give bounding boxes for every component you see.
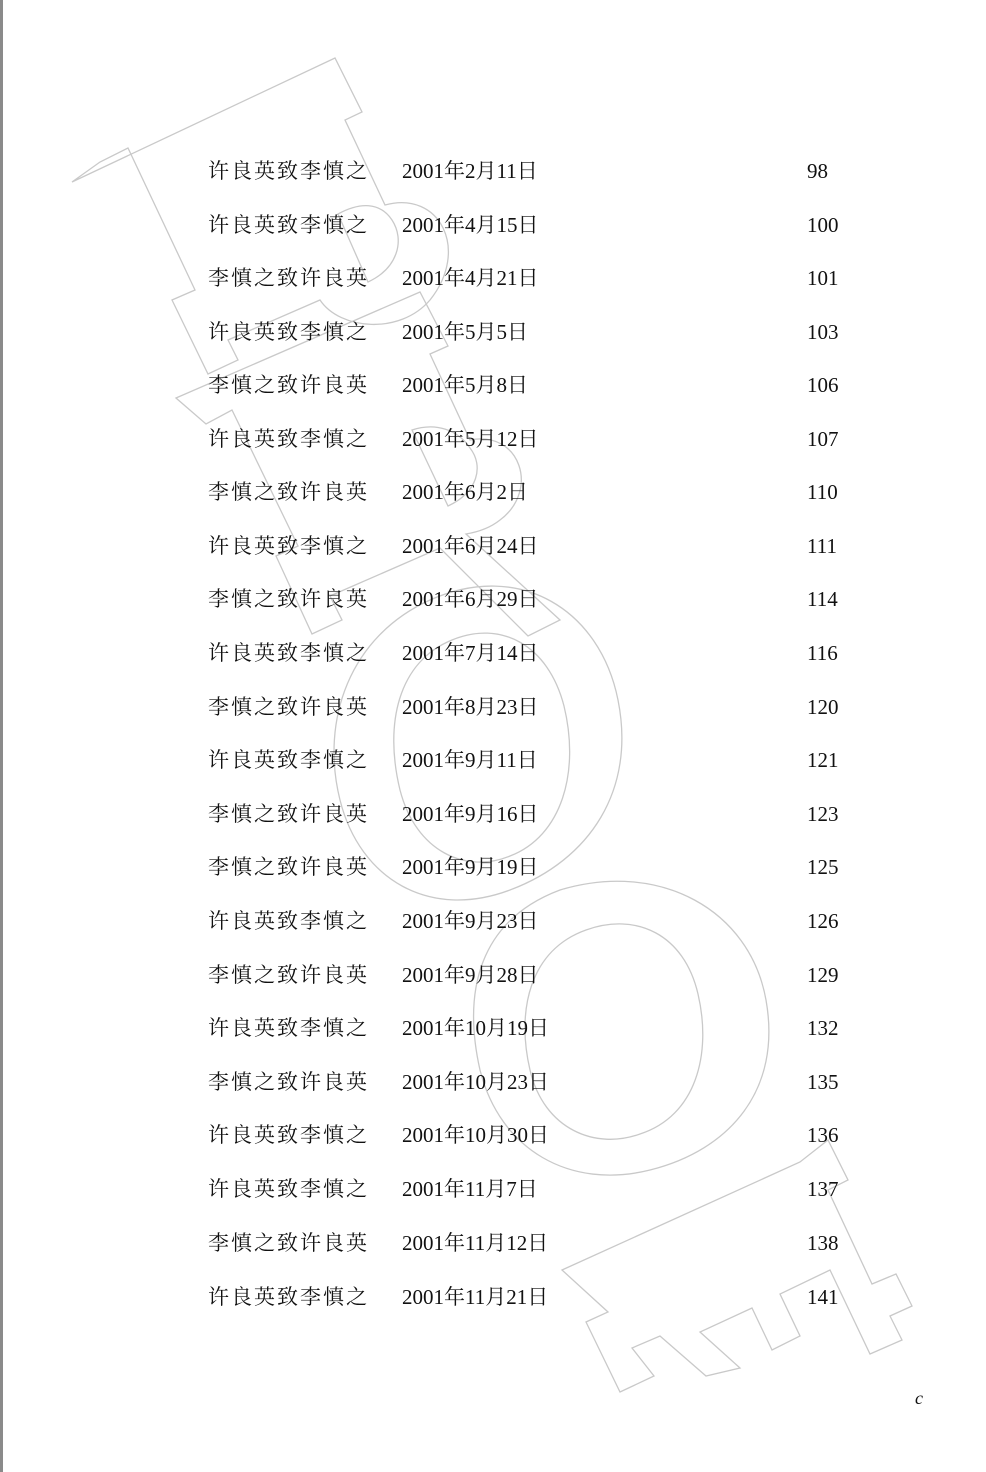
entry-date: 2001年6月2日: [402, 480, 528, 504]
toc-entry: [0, 1223, 986, 1263]
entry-page-number: 103: [807, 320, 839, 344]
toc-entry: [0, 955, 986, 995]
toc-entry: [0, 901, 986, 941]
toc-entry: [0, 740, 986, 780]
toc-entry: [0, 1062, 986, 1102]
entry-page-number: 125: [807, 855, 839, 879]
entry-correspondents: 许良英致李慎之: [208, 159, 369, 183]
toc-entry: [0, 1169, 986, 1209]
toc-entry: [0, 1008, 986, 1048]
entry-correspondents: 许良英致李慎之: [208, 1285, 369, 1309]
entry-page-number: 100: [807, 213, 839, 237]
entry-date: 2001年4月15日: [402, 213, 539, 237]
entry-correspondents: 李慎之致许良英: [208, 1070, 369, 1094]
entry-correspondents: 李慎之致许良英: [208, 802, 369, 826]
entry-page-number: 141: [807, 1285, 839, 1309]
entry-correspondents: 许良英致李慎之: [208, 748, 369, 772]
toc-entry: [0, 205, 986, 245]
toc-entry: [0, 847, 986, 887]
toc-entry: [0, 472, 986, 512]
toc-entry: [0, 794, 986, 834]
entry-date: 2001年5月12日: [402, 427, 539, 451]
toc-entry: [0, 365, 986, 405]
entry-correspondents: 李慎之致许良英: [208, 855, 369, 879]
entry-date: 2001年11月7日: [402, 1177, 538, 1201]
entry-date: 2001年8月23日: [402, 695, 539, 719]
page-folio: c: [915, 1388, 923, 1408]
entry-correspondents: 许良英致李慎之: [208, 641, 369, 665]
entry-correspondents: 许良英致李慎之: [208, 320, 369, 344]
toc-entry: [0, 526, 986, 566]
entry-page-number: 136: [807, 1123, 839, 1147]
entry-page-number: 129: [807, 963, 839, 987]
entry-correspondents: 李慎之致许良英: [208, 587, 369, 611]
entry-page-number: 123: [807, 802, 839, 826]
entry-page-number: 106: [807, 373, 839, 397]
entry-page-number: 107: [807, 427, 839, 451]
entry-date: 2001年2月11日: [402, 159, 538, 183]
toc-entry: [0, 1277, 986, 1317]
entry-date: 2001年7月14日: [402, 641, 539, 665]
entry-page-number: 98: [807, 159, 828, 183]
entry-page-number: 138: [807, 1231, 839, 1255]
entry-correspondents: 许良英致李慎之: [208, 213, 369, 237]
entry-date: 2001年10月23日: [402, 1070, 549, 1094]
entry-correspondents: 许良英致李慎之: [208, 909, 369, 933]
toc-entry: [0, 258, 986, 298]
entry-page-number: 114: [807, 587, 838, 611]
entry-correspondents: 李慎之致许良英: [208, 373, 369, 397]
entry-correspondents: 许良英致李慎之: [208, 1177, 369, 1201]
entry-date: 2001年5月5日: [402, 320, 528, 344]
entry-page-number: 121: [807, 748, 839, 772]
entry-page-number: 132: [807, 1016, 839, 1040]
entry-date: 2001年9月11日: [402, 748, 538, 772]
entry-page-number: 116: [807, 641, 838, 665]
toc-entry: [0, 579, 986, 619]
entry-page-number: 120: [807, 695, 839, 719]
entry-date: 2001年5月8日: [402, 373, 528, 397]
entry-correspondents: 许良英致李慎之: [208, 534, 369, 558]
entry-page-number: 101: [807, 266, 839, 290]
entry-date: 2001年9月19日: [402, 855, 539, 879]
entry-date: 2001年9月23日: [402, 909, 539, 933]
entry-correspondents: 李慎之致许良英: [208, 266, 369, 290]
entry-correspondents: 许良英致李慎之: [208, 1123, 369, 1147]
entry-date: 2001年9月28日: [402, 963, 539, 987]
entry-correspondents: 李慎之致许良英: [208, 480, 369, 504]
toc-entry: [0, 687, 986, 727]
entry-page-number: 110: [807, 480, 838, 504]
entry-date: 2001年11月12日: [402, 1231, 549, 1255]
entry-correspondents: 李慎之致许良英: [208, 1231, 369, 1255]
entry-date: 2001年10月30日: [402, 1123, 549, 1147]
toc-entry: [0, 633, 986, 673]
toc-entry: [0, 1115, 986, 1155]
toc-entry: [0, 151, 986, 191]
entry-correspondents: 李慎之致许良英: [208, 695, 369, 719]
entry-correspondents: 许良英致李慎之: [208, 1016, 369, 1040]
entry-date: 2001年4月21日: [402, 266, 539, 290]
entry-date: 2001年6月29日: [402, 587, 539, 611]
toc-entry: [0, 419, 986, 459]
entry-page-number: 111: [807, 534, 837, 558]
toc-entry: [0, 312, 986, 352]
entry-correspondents: 李慎之致许良英: [208, 963, 369, 987]
entry-page-number: 126: [807, 909, 839, 933]
entry-date: 2001年9月16日: [402, 802, 539, 826]
entry-correspondents: 许良英致李慎之: [208, 427, 369, 451]
entry-date: 2001年11月21日: [402, 1285, 549, 1309]
entry-page-number: 137: [807, 1177, 839, 1201]
entry-date: 2001年6月24日: [402, 534, 539, 558]
entry-date: 2001年10月19日: [402, 1016, 549, 1040]
entry-page-number: 135: [807, 1070, 839, 1094]
